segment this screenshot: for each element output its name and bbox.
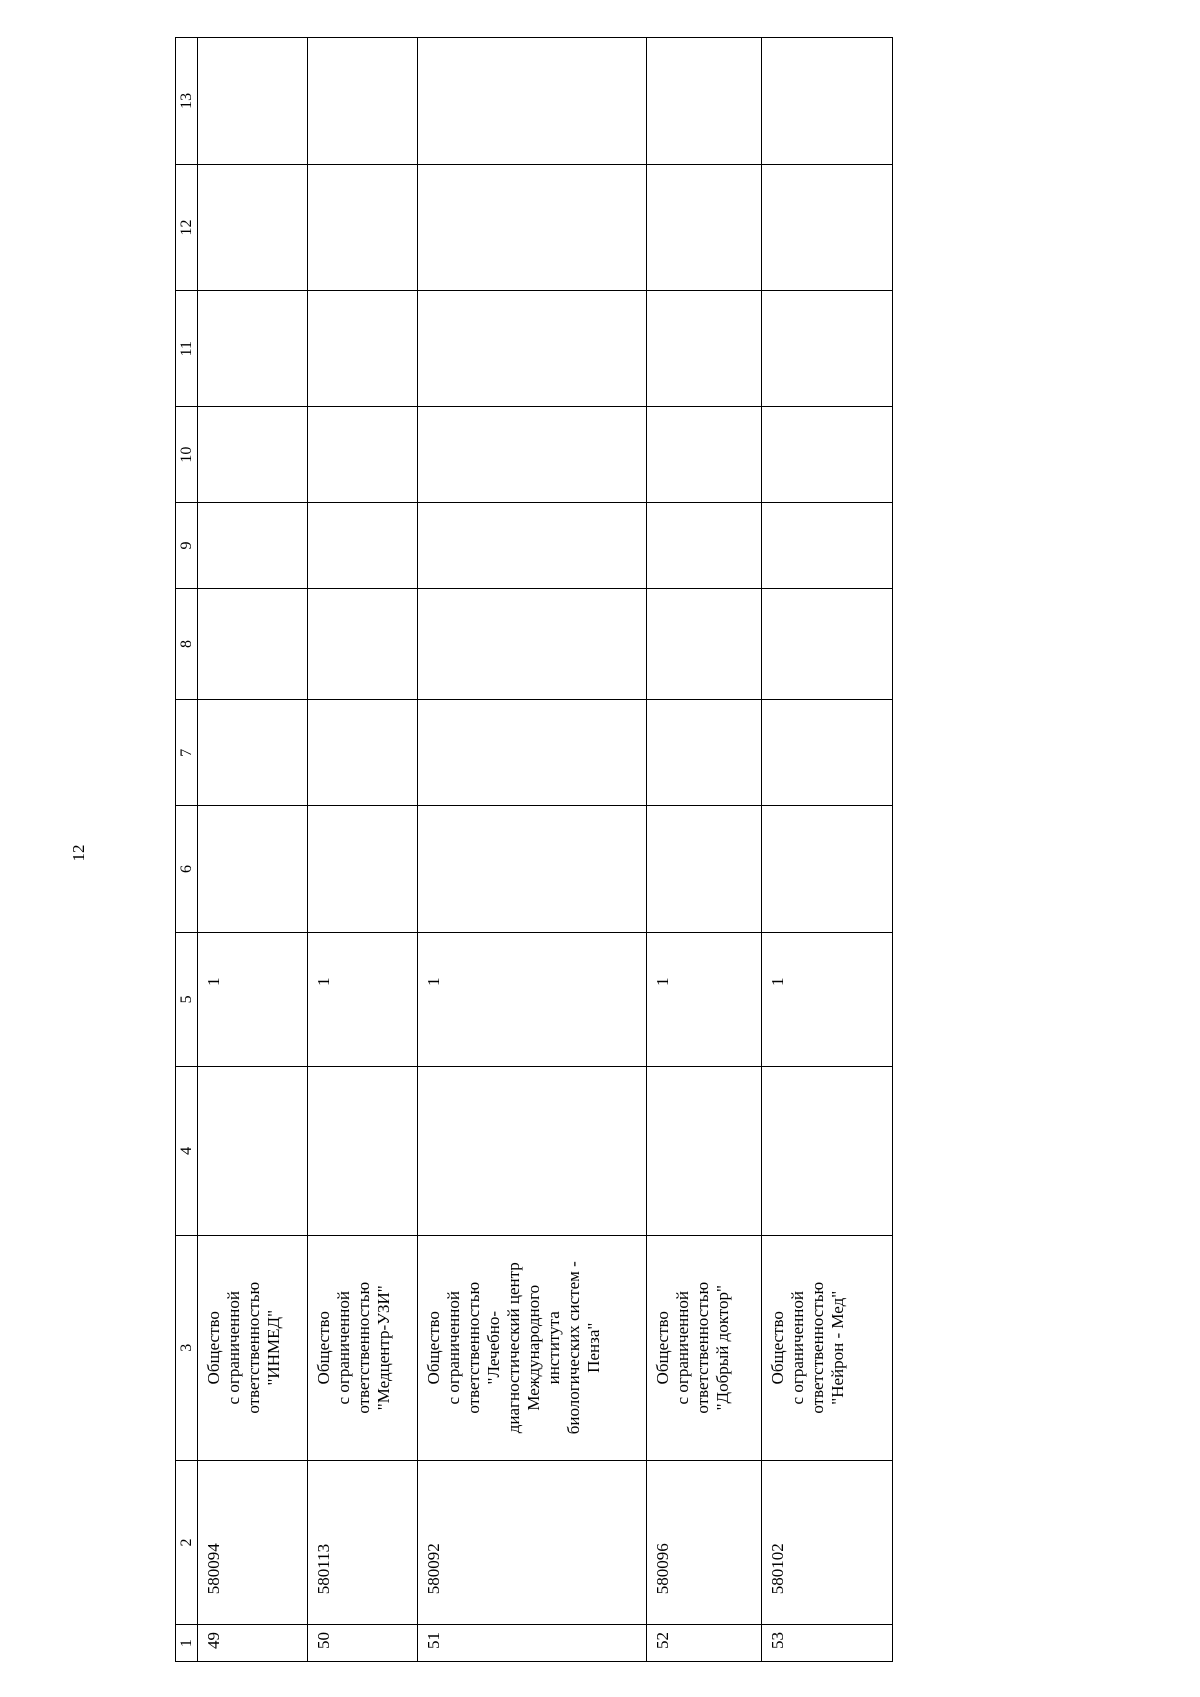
empty-cell [647, 164, 762, 291]
empty-cell [418, 407, 647, 503]
org-name-cell: Общество с ограниченной ответственностью "Лечебно- диагностический центр Международного института биологических систем - Пенза" [418, 1235, 647, 1460]
column-header: 9 [176, 503, 198, 588]
column-header: 13 [176, 38, 198, 165]
empty-cell [418, 291, 647, 407]
page-number: 12 [69, 844, 88, 862]
col5-cell: 1 [308, 932, 418, 1066]
empty-cell [762, 503, 893, 588]
empty-cell [308, 291, 418, 407]
rotated-table-wrapper [175, 37, 892, 1662]
code-cell: 580094 [198, 1460, 308, 1624]
empty-cell [198, 164, 308, 291]
row-number-cell: 52 [647, 1625, 762, 1662]
empty-cell [647, 588, 762, 699]
empty-cell [418, 700, 647, 806]
empty-cell [308, 1066, 418, 1235]
table-row [198, 38, 308, 1662]
column-header: 1 [176, 1625, 198, 1662]
col5-cell: 1 [647, 932, 762, 1066]
column-header: 5 [176, 932, 198, 1066]
column-header: 12 [176, 164, 198, 291]
empty-cell [198, 503, 308, 588]
empty-cell [647, 1066, 762, 1235]
org-name-cell: Общество с ограниченной ответственностью "Добрый доктор" [647, 1235, 762, 1460]
empty-cell [418, 806, 647, 933]
org-name-cell: Общество с ограниченной ответственностью "ИНМЕД" [198, 1235, 308, 1460]
empty-cell [308, 407, 418, 503]
empty-cell [418, 503, 647, 588]
org-name-cell: Общество с ограниченной ответственностью "Медцентр-УЗИ" [308, 1235, 418, 1460]
empty-cell [762, 700, 893, 806]
col5-cell: 1 [762, 932, 893, 1066]
empty-cell [762, 1066, 893, 1235]
empty-cell [198, 806, 308, 933]
empty-cell [308, 503, 418, 588]
row-number-cell: 51 [418, 1625, 647, 1662]
empty-cell [418, 1066, 647, 1235]
empty-cell [647, 503, 762, 588]
empty-cell [308, 38, 418, 165]
empty-cell [647, 291, 762, 407]
column-header: 3 [176, 1235, 198, 1460]
column-header: 2 [176, 1460, 198, 1624]
col5-cell: 1 [418, 932, 647, 1066]
column-header: 8 [176, 588, 198, 699]
empty-cell [762, 291, 893, 407]
empty-cell [418, 38, 647, 165]
code-cell: 580092 [418, 1460, 647, 1624]
empty-cell [198, 588, 308, 699]
code-cell: 580096 [647, 1460, 762, 1624]
table-row [762, 38, 893, 1662]
row-number-cell: 50 [308, 1625, 418, 1662]
empty-cell [308, 164, 418, 291]
column-header: 4 [176, 1066, 198, 1235]
empty-cell [308, 588, 418, 699]
empty-cell [308, 700, 418, 806]
empty-cell [762, 407, 893, 503]
empty-cell [762, 588, 893, 699]
empty-cell [198, 291, 308, 407]
empty-cell [647, 806, 762, 933]
header-row [176, 38, 198, 1662]
empty-cell [647, 407, 762, 503]
empty-cell [647, 38, 762, 165]
empty-cell [308, 806, 418, 933]
row-number-cell: 49 [198, 1625, 308, 1662]
data-table [175, 37, 893, 1662]
row-number-cell: 53 [762, 1625, 893, 1662]
empty-cell [418, 164, 647, 291]
column-header: 11 [176, 291, 198, 407]
empty-cell [198, 407, 308, 503]
empty-cell [762, 38, 893, 165]
table-row [418, 38, 647, 1662]
empty-cell [198, 700, 308, 806]
table-row [647, 38, 762, 1662]
column-header: 6 [176, 806, 198, 933]
code-cell: 580113 [308, 1460, 418, 1624]
empty-cell [762, 164, 893, 291]
table-row [308, 38, 418, 1662]
code-cell: 580102 [762, 1460, 893, 1624]
empty-cell [198, 1066, 308, 1235]
empty-cell [647, 700, 762, 806]
column-header: 7 [176, 700, 198, 806]
empty-cell [198, 38, 308, 165]
column-header: 10 [176, 407, 198, 503]
org-name-cell: Общество с ограниченной ответственностью "Нейрон - Мед" [762, 1235, 893, 1460]
empty-cell [418, 588, 647, 699]
empty-cell [762, 806, 893, 933]
col5-cell: 1 [198, 932, 308, 1066]
